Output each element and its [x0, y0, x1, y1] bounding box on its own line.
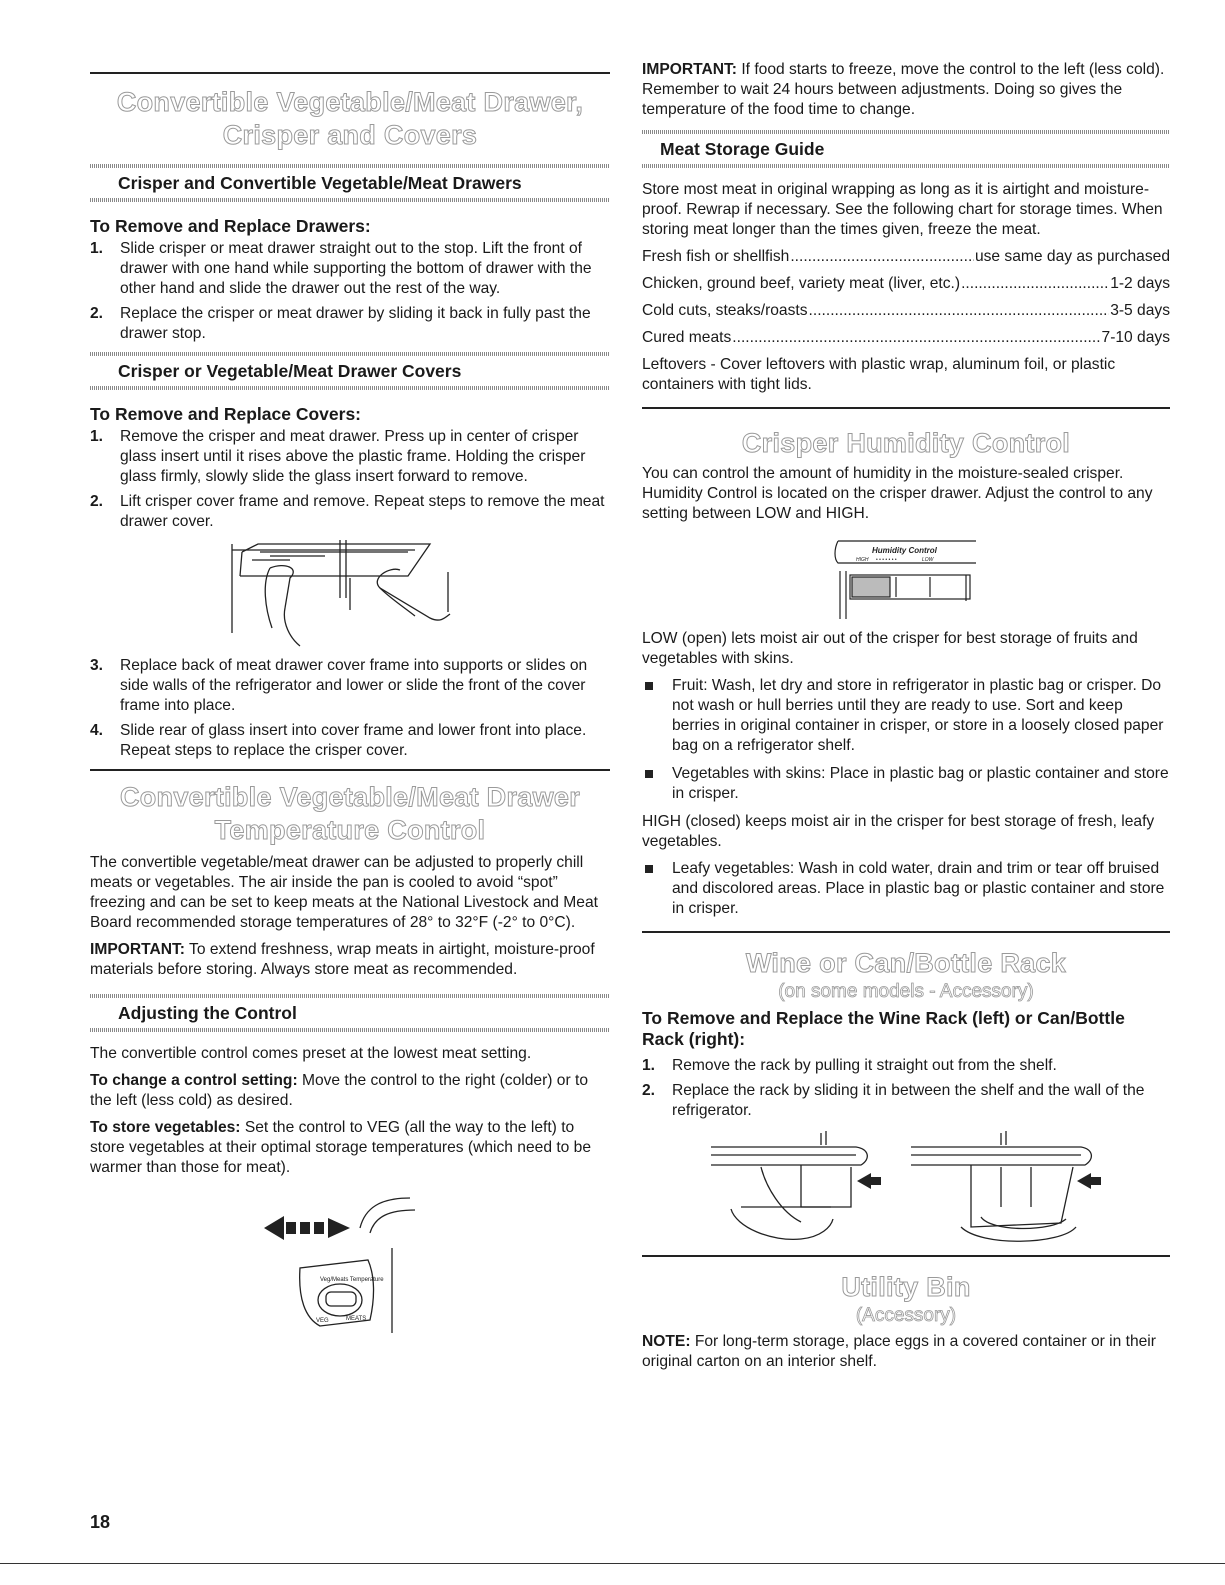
right-column: [642, 60, 1170, 1379]
high-bullets: [642, 859, 1170, 919]
meat-paragraph: Store most meat in original wrapping as long as it is airtight and moisture-proof. Rewrap if necessary. See the following chart for storage times. When storing meat longer than the times given, freeze the meat.: [642, 181, 1163, 238]
section-title-humidity: Crisper Humidity Control: [741, 428, 1071, 458]
steps-remove-drawers: [90, 239, 610, 344]
list-item: Leafy vegetables: Wash in cold water, drain and trim or tear off bruised and discolored areas. Place in plastic bag or plastic container and store in crisper.: [642, 859, 1170, 919]
humidity-fig-high: HIGH: [856, 557, 869, 563]
subhead-meat-storage: Meat Storage Guide: [660, 139, 825, 159]
divider-hatch: [90, 198, 610, 202]
list-item: 1. Slide crisper or meat drawer straight out to the stop. Lift the front of drawer with one hand while supporting the bottom of drawer with the other hand and slide the drawer out the rest of the way.: [90, 240, 592, 297]
meat-row: Chicken, ground beef, variety meat (liver, etc.) ..... 1-2 days: [642, 274, 1170, 294]
section-title-rack: Wine or Can/Bottle Rack (on some models - Accessory): [745, 948, 1067, 1002]
list-item: 2. Replace the crisper or meat drawer by sliding it back in fully past the drawer stop.: [90, 305, 591, 342]
subhead-adjusting-control: Adjusting the Control: [118, 1003, 297, 1023]
list-item: 2. Lift crisper cover frame and remove. Repeat steps to remove the meat drawer cover.: [90, 493, 605, 530]
page-bottom-rule: [0, 1563, 1225, 1564]
humidity-control-illustration: [826, 531, 986, 621]
dial-meats: MEATS: [346, 1316, 367, 1322]
steps-replace-covers: [90, 656, 610, 761]
cover-removal-illustration: [230, 538, 470, 648]
section-title-drawers: Convertible Vegetable/Meat Drawer, Crisper and Covers: [116, 87, 584, 150]
meat-row: Cold cuts, steaks/roasts ..... 3-5 days: [642, 301, 1170, 321]
note-paragraph: NOTE: For long-term storage, place eggs in a covered container or in their original carton on an interior shelf.: [642, 1333, 1156, 1370]
meat-row: Fresh fish or shellfish ..... use same day as purchased: [642, 247, 1170, 267]
heading-remove-covers: To Remove and Replace Covers:: [90, 404, 362, 424]
section-title-utility: Utility Bin (Accessory): [841, 1272, 971, 1326]
section-title-temperature: Convertible Vegetable/Meat Drawer Temperature Control: [119, 782, 581, 845]
humidity-paragraph: You can control the amount of humidity in the moisture-sealed crisper. Humidity Control is located on the crisper drawer. Adjust the control to any setting between LOW and HIGH.: [642, 465, 1153, 522]
heading-remove-drawers: To Remove and Replace Drawers:: [90, 216, 371, 236]
adjust-paragraph: The convertible control comes preset at the lowest meat setting.: [90, 1045, 532, 1062]
subhead-drawer-covers: Crisper or Vegetable/Meat Drawer Covers: [118, 361, 462, 381]
leftovers-paragraph: Leftovers - Cover leftovers with plastic wrap, aluminum foil, or plastic containers with tight lids.: [642, 356, 1116, 393]
low-bullets: [642, 676, 1170, 804]
humidity-fig-low: LOW: [922, 557, 934, 563]
high-paragraph: HIGH (closed) keeps moist air in the crisper for best storage of fresh, leafy vegetables.: [642, 813, 1155, 850]
page-number: 18: [90, 1512, 111, 1532]
list-item: Fruit: Wash, let dry and store in refrigerator in plastic bag or crisper. Do not wash or hull berries until they are ready to use. Sort and keep berries in original container in crisper, or store in a loosely closed paper bag on a refrigerator shelf.: [642, 676, 1170, 756]
change-setting-paragraph: To change a control setting: Move the control to the right (colder) or to the left (less cold) as desired.: [90, 1072, 588, 1109]
dial-veg: VEG: [316, 1318, 329, 1324]
important-note: IMPORTANT: If food starts to freeze, move the control to the left (less cold). Remember to wait 24 hours between adjustments. Doing so gives the temperature of the food time to change.: [642, 61, 1165, 118]
divider-hatch: [90, 1028, 610, 1032]
steps-rack: [642, 1056, 1170, 1121]
temperature-dial-illustration: [250, 1188, 450, 1338]
low-paragraph: LOW (open) lets moist air out of the crisper for best storage of fruits and vegetables with skins.: [642, 630, 1138, 667]
important-paragraph: IMPORTANT: To extend freshness, wrap meats in airtight, moisture-proof materials before storing. Always store meat as recommended.: [90, 941, 595, 978]
list-item: 3. Replace back of meat drawer cover frame into supports or slides on side walls of the refrigerator and lower or slide the front of the cover frame into place.: [90, 657, 588, 714]
heading-rack: To Remove and Replace the Wine Rack (left) or Can/Bottle Rack (right):: [642, 1008, 1125, 1049]
left-column: [90, 60, 610, 1346]
steps-remove-covers: [90, 427, 610, 532]
humidity-fig-title: Humidity Control: [872, 546, 937, 555]
meat-row: Cured meats ..... 7-10 days: [642, 328, 1170, 348]
subhead-crisper-drawers: Crisper and Convertible Vegetable/Meat Drawers: [118, 173, 522, 193]
list-item: 2. Replace the rack by sliding it in between the shelf and the wall of the refrigerator.: [642, 1082, 1145, 1119]
list-item: 4. Slide rear of glass insert into cover frame and lower front into place. Repeat steps to replace the crisper cover.: [90, 722, 587, 759]
svg-text:• • • • • • •: • • • • • • •: [876, 557, 897, 563]
temperature-paragraph: The convertible vegetable/meat drawer can be adjusted to properly chill meats or vegetables. The air inside the pan is cooled to avoid “spot” freezing and can be set to keep meats at the National Livestock and Meat Board recommended storage temperatures of 28° to 32°F (-2° to 0°C).: [90, 854, 598, 931]
dial-label: Veg/Meats Temperature: [320, 1277, 384, 1283]
list-item: 1. Remove the rack by pulling it straight out from the shelf.: [642, 1057, 1057, 1074]
divider-hatch: [642, 164, 1170, 168]
list-item: Vegetables with skins: Place in plastic bag or plastic container and store in crisper.: [642, 764, 1170, 804]
divider-hatch: [90, 386, 610, 390]
rack-illustration: [681, 1127, 1131, 1247]
store-vegetables-paragraph: To store vegetables: Set the control to VEG (all the way to the left) to store vegetables at their optimal storage temperatures (which need to be warmer than those for meat).: [90, 1119, 592, 1176]
list-item: 1. Remove the crisper and meat drawer. Press up in center of crisper glass insert until it rises above the plastic frame. Holding the crisper glass firmly, slowly slide the glass insert forward to remove.: [90, 428, 586, 485]
